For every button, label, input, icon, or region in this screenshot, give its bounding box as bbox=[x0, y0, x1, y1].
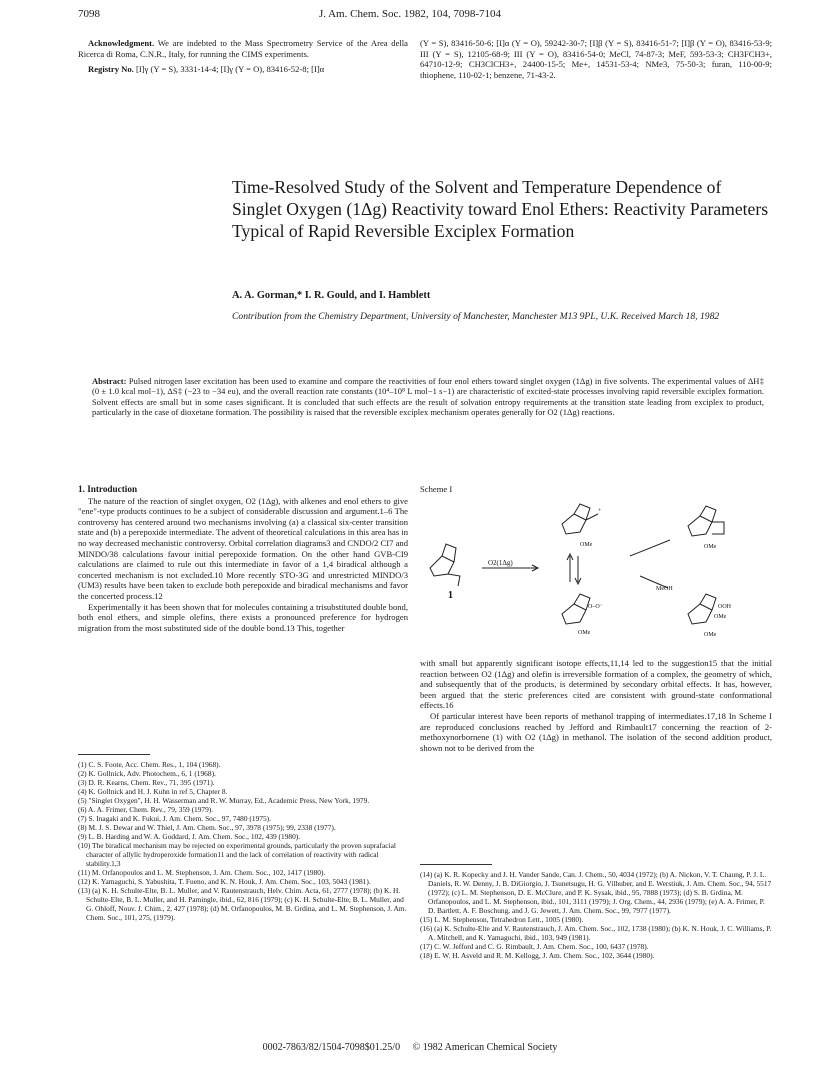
perepoxide-structure bbox=[562, 504, 598, 534]
abstract-label: Abstract: bbox=[92, 376, 127, 386]
intro-paragraph-2: Experimentally it has been shown that for molecules containing a trisubstituted double bond, both enol ethers, and simple olefins, there exists a pronounced preference for hydrogen migration from the most substituted side of the double bond.13 This, together bbox=[78, 601, 408, 633]
right-column bbox=[420, 658, 772, 753]
ome-label: OMe bbox=[714, 614, 727, 620]
body-paragraph-2: Of particular interest have been reports of methanol trapping of intermediates.17,18 In Scheme I are reproduced conclusions reached by Jefford and Rimbault17 concerning the reaction of 2-methoxynorbornene (1) with O2 (1Δg) in methanol. The isolation of the second addition product, shown not to be derived from the bbox=[420, 710, 772, 753]
body-paragraph-1: with small but apparently significant isotope effects,11,14 led to the suggestion15 that the initial reaction between O2 (1Δg) and olefin is irreversible formation of a complex, the geometry of which, and subsequently that of the products, is determined by secondary orbital effects. It has, however, been argued that the steric preferences cited are consistent with ground-state conformational effects.16 bbox=[420, 658, 772, 711]
norbornene-structure bbox=[430, 544, 460, 586]
zwitterion-structure bbox=[562, 594, 590, 624]
ack-label: Acknowledgment. bbox=[88, 38, 155, 48]
footnote: (7) S. Inagaki and K. Fukui, J. Am. Chem. Soc., 97, 7480 (1975). bbox=[78, 814, 271, 823]
equilibrium-arrows bbox=[567, 554, 581, 584]
methanol-label: MeOH bbox=[656, 586, 673, 592]
footnote-rule-left bbox=[78, 754, 150, 755]
footnote-rule-right bbox=[420, 864, 492, 865]
acknowledgment-block bbox=[78, 38, 408, 75]
hydroperoxide-structure bbox=[688, 594, 716, 624]
affiliation: Contribution from the Chemistry Department, University of Manchester, Manchester M13 9PL, U.K. Received March 18, 1982 bbox=[232, 311, 720, 322]
section-heading: 1. Introduction bbox=[78, 484, 138, 494]
article-title: Time-Resolved Study of the Solvent and Temperature Dependence of Singlet Oxygen (1Δg) Reactivity toward Enol Ethers: Reactivity Parameters Typical of Rapid Reversible Exciplex Formation bbox=[232, 177, 769, 241]
scheme-diagram bbox=[420, 496, 776, 652]
hydroperoxy-label: OOH bbox=[718, 604, 731, 610]
footnote: (13) (a) K. H. Schulte-Elte, B. L. Muller, and V. Rautenstrauch, Helv. Chim. Acta, 61, 2777 (1978); (b) K. H. Schulte-Elte, B. L. Muller, and H. Pamingle, ibid., 62, 816 (1979); (c) K. H. Schulte-Elte, B. L. Muller, and G. Ohloff, Nouv. J. Chim., 2, 427 (1978); (d) M. Orfanopoulos, M. B. Grdina, and L. M. Stephenson, J. Am. Chem. Soc., 101, 275, (1979). bbox=[78, 886, 407, 922]
copyright: © 1982 American Chemical Society bbox=[412, 1042, 558, 1053]
ome-label: OMe bbox=[578, 630, 591, 636]
footnote: (12) K. Yamaguchi, S. Yabushita, T. Fueno, and K. N. Houk, J. Am. Chem. Soc., 103, 5043 (1981). bbox=[78, 877, 371, 886]
abstract-text: Pulsed nitrogen laser excitation has been used to examine and compare the reactivities of four enol ethers toward singlet oxygen (1Δg) in five solvents. The experimental values of ΔH‡ (0 ± 1.0 kcal mol−1), ΔS‡ (−23 to −34 eu), and the overall reaction rate constants (10⁴–10⁸ L mol−1 s−1) are characteristic of excited-state processes involving rapid reversible exciplex formation. Solvent effects are small but in some cases significant. It is concluded that such effects are the result of solvation entropy requirements at the transition state leading from exciplex to product, particularly in the case of dioxetane formation. The possibility is raised that the reversible exciplex mechanism operates generally for O2 (1Δg) reactions. bbox=[92, 376, 764, 418]
footnote: (14) (a) K. R. Kopecky and J. H. Vander Sande, Can. J. Chem., 50, 4034 (1972); (b) A. Nickon, V. T. Chaung, P. J. L. Daniels, R. W. Denny, J. B. DiGiorgio, J. Tsunetsugu, H. G. Vilhuber, and E. Werstiuk, J. Am. Chem. Soc., 94, 5517 (1972); (c) L. M. Stephenson, D. E. McClure, and P. K. Sysak, ibid., 95, 7888 (1973); (d) S. B. Grdina, M. Orfanopoulos, and L. M. Stephenson, ibid., 101, 3111 (1979); J. Org. Chem., 44, 2936 (1979); (e) A. A. Frimer, P. D. Bartlett, A. F. Boschung, and J. G. Jewett, J. Am. Chem. Soc., 99, 7977 (1977). bbox=[420, 870, 772, 915]
footnotes-left bbox=[78, 760, 408, 922]
ome-label: OMe bbox=[704, 544, 717, 550]
reagent-label: O2(1Δg) bbox=[488, 559, 513, 567]
journal-citation: J. Am. Chem. Soc. 1982, 104, 7098-7104 bbox=[318, 8, 502, 20]
page-number: 7098 bbox=[78, 8, 100, 20]
intro-paragraph-1: The nature of the reaction of singlet oxygen, O2 (1Δg), with alkenes and enol ethers to give "ene"-type products continues to be a subject of considerable discussion and argument.1–6 The controversy has centered around two mechanisms involving (a) a classical six-center transition state and (b) a perepoxide intermediate. The advent of theoretical calculations in this area has in no way decreased mechanistic controversy. Orbital correlation diagrams3 and CNDO/2 CI7 and MINDO/38 calculations favour initial perepoxide formation. On the other hand GVB-CI9 calculations are claimed to rule out this intermediate in favor of a 1,4 biradical although a concerted mechanism is not excluded.10 More recently STO-3G and unrestricted MINDO/3 (UM3) results have been taken to exclude both perepoxide and biradical mechanisms and favor the concerted process.12 bbox=[78, 495, 408, 601]
footnote: (15) L. M. Stephenson, Tetrahedron Lett., 1005 (1980). bbox=[420, 915, 584, 924]
footnote: (18) E. W. H. Asveld and R. M. Kellogg, J. Am. Chem. Soc., 102, 3644 (1980). bbox=[420, 951, 655, 960]
footnote: (4) K. Gollnick and H. J. Kuhn in ref 5, Chapter 8. bbox=[78, 787, 228, 796]
registry-text: [I]γ (Y = S), 3331-14-4; [I]γ (Y = O), 83416-52-8; [I]α bbox=[133, 64, 325, 75]
footnote: (2) K. Gollnick, Adv. Photochem., 6, 1 (1968). bbox=[78, 769, 216, 778]
footnote: (16) (a) K. Schulte-Elte and V. Rautenstrauch, J. Am. Chem. Soc., 102, 1738 (1980); (b) K. N. Houk, J. C. Williams, P. A. Mitchell, and K. Yamaguchi, ibid., 103, 949 (1981). bbox=[420, 924, 772, 942]
footnote: (5) "Singlet Oxygen", H. H. Wasserman and R. W. Murray, Ed., Academic Press, New York, 1979. bbox=[78, 796, 370, 805]
registry-label: Registry No. bbox=[88, 64, 134, 75]
dioxetane-structure bbox=[688, 506, 724, 536]
footnote: (3) D. R. Kearns, Chem. Rev., 71, 395 (1971). bbox=[78, 778, 215, 787]
charge-label: + bbox=[598, 508, 602, 514]
footnote: (8) M. J. S. Dewar and W. Thiel, J. Am. Chem. Soc., 97, 3978 (1975); 99, 2338 (1977). bbox=[78, 823, 336, 832]
compound-number: 1 bbox=[448, 590, 453, 601]
abstract bbox=[92, 376, 764, 418]
footnote: (10) The biradical mechanism may be rejected on experimental grounds, particularly the proven suprafacial character of allylic hydroperoxide formation11 and the lack of correlation of reactivity with radical stability.1,3 bbox=[78, 841, 396, 868]
authors: A. A. Gorman,* I. R. Gould, and I. Hamblett bbox=[232, 290, 431, 301]
footnote: (1) C. S. Foote, Acc. Chem. Res., 1, 104 (1968). bbox=[78, 760, 221, 769]
page-footer bbox=[0, 1042, 820, 1053]
footnotes-right bbox=[420, 870, 772, 960]
footnote: (6) A. A. Frimer, Chem. Rev., 79, 359 (1979). bbox=[78, 805, 214, 814]
ome-label: OMe bbox=[580, 542, 593, 548]
scheme-label: Scheme I bbox=[420, 484, 453, 494]
ome-label: OMe bbox=[704, 632, 717, 638]
article-code: 0002-7863/82/1504-7098$01.25/0 bbox=[262, 1042, 401, 1053]
ack-text: We are indebted to the Mass Spectrometry Service of the Area della Ricerca di Roma, C.N.R., Italy, for running the CIMS experiments. bbox=[78, 38, 408, 59]
footnote: (11) M. Orfanopoulos and L. M. Stephenson, J. Am. Chem. Soc., 102, 1417 (1980). bbox=[78, 868, 326, 877]
methanol-path bbox=[630, 540, 670, 556]
footnote: (17) C. W. Jefford and C. G. Rimbault, J. Am. Chem. Soc., 100, 6437 (1978). bbox=[420, 942, 649, 951]
footnote: (9) L. B. Harding and W. A. Goddard, J. Am. Chem. Soc., 102, 439 (1980). bbox=[78, 832, 301, 841]
peroxide-anion-label: O–O⁻ bbox=[588, 604, 603, 610]
registry-continued: (Y = S), 83416-50-6; [I]α (Y = O), 59242-30-7; [I]β (Y = S), 83416-51-7; [I]β (Y = O), 83416-53-9; III (Y = S), 12105-68-9; III (Y = O), 83416-54-0; MeCl, 74-87-3; MeF, 593-53-3; CH3FCH3+, 64710-12-9; CH3ClCH3+, 24400-15-5; Me+, 14531-53-4; NMe3, 75-50-3; furan, 110-00-9; thiophene, 110-02-1; benzene, 71-43-2. bbox=[420, 38, 772, 80]
left-column bbox=[78, 484, 408, 633]
